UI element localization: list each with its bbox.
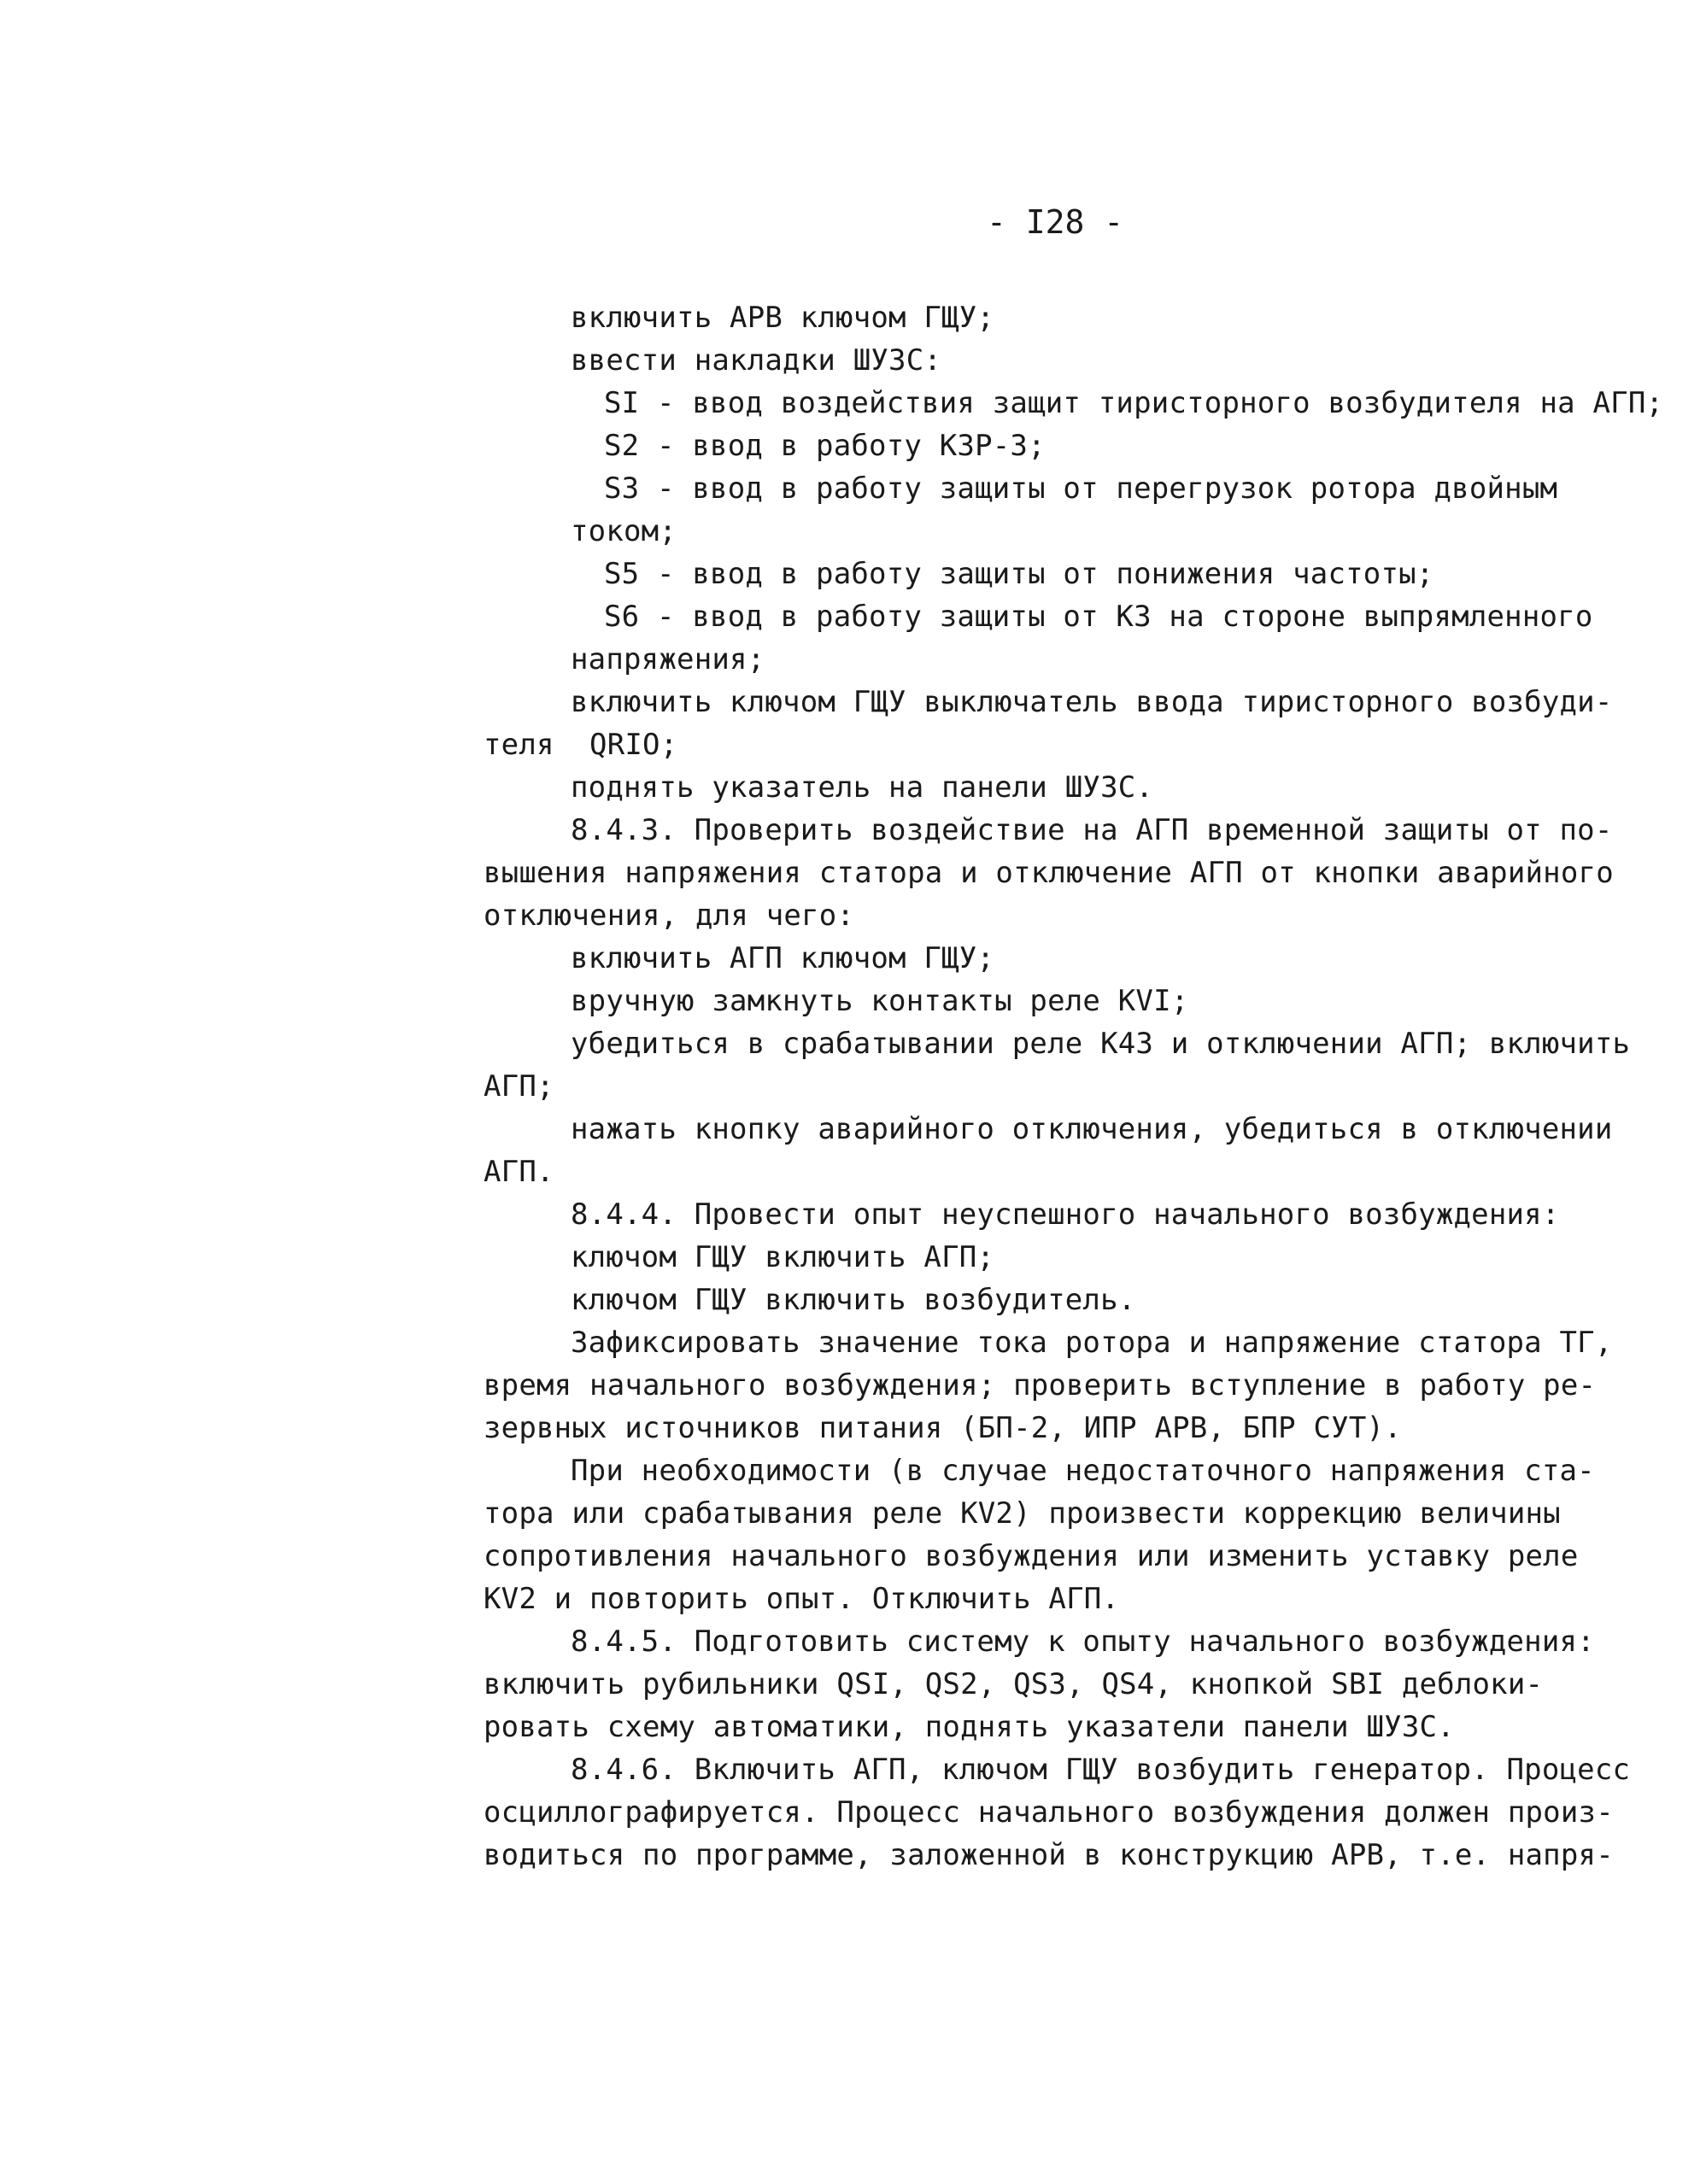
text-line: включить АГП ключом ГЩУ; — [571, 941, 995, 975]
text-line: ровать схему автоматики, поднять указатели панели ШУЗС. — [484, 1710, 1455, 1744]
text-line: АГП. — [484, 1155, 554, 1189]
text-line: водиться по программе, заложенной в конструкцию АРВ, т.е. напря- — [484, 1838, 1614, 1872]
text-line: тора или срабатывания реле KV2) произвести коррекцию величины — [484, 1496, 1561, 1531]
text-line: током; — [571, 514, 677, 548]
text-line: KV2 и повторить опыт. Отключить АГП. — [484, 1582, 1120, 1616]
text-line: 8.4.6. Включить АГП, ключом ГЩУ возбудить генератор. Процесс — [571, 1753, 1631, 1787]
text-line: напряжения; — [571, 642, 765, 676]
text-line: осциллографируется. Процесс начального возбуждения должен произ- — [484, 1795, 1614, 1830]
text-line: сопротивления начального возбуждения или изменить уставку реле — [484, 1539, 1579, 1573]
text-line: 8.4.5. Подготовить систему к опыту начального возбуждения: — [571, 1625, 1595, 1659]
text-line: отключения, для чего: — [484, 899, 855, 933]
text-line: 8.4.3. Проверить воздействие на АГП временной защиты от по- — [571, 813, 1613, 847]
text-line: вручную замкнуть контакты реле KVI; — [571, 984, 1189, 1018]
text-line: убедиться в срабатывании реле К43 и отключении АГП; включить — [571, 1027, 1631, 1061]
text-line: нажать кнопку аварийного отключения, убедиться в отключении — [571, 1112, 1613, 1146]
text-line: ключом ГЩУ включить АГП; — [571, 1240, 995, 1274]
text-line: Зафиксировать значение тока ротора и напряжение статора ТГ, — [571, 1326, 1613, 1360]
text-line: зервных источников питания (БП-2, ИПР АРВ, БПР СУТ). — [484, 1411, 1402, 1445]
text-line: S5 - ввод в работу защиты от понижения частоты; — [604, 557, 1434, 591]
page-number: - I28 - — [987, 203, 1124, 241]
text-line: АГП; — [484, 1069, 554, 1104]
text-line: включить АРВ ключом ГЩУ; — [571, 301, 995, 335]
text-line: время начального возбуждения; проверить вступление в работу ре- — [484, 1368, 1597, 1402]
text-line: вышения напряжения статора и отключение АГП от кнопки аварийного — [484, 856, 1614, 890]
text-line: 8.4.4. Провести опыт неуспешного начального возбуждения: — [571, 1197, 1560, 1232]
text-line: включить ключом ГЩУ выключатель ввода тиристорного возбуди- — [571, 685, 1613, 719]
text-line: SI - ввод воздействия защит тиристорного возбудителя на АГП; — [604, 386, 1664, 420]
text-line: поднять указатель на панели ШУЗС. — [571, 770, 1154, 805]
text-line: теля QRIO; — [484, 728, 678, 762]
text-line: S3 - ввод в работу защиты от перегрузок ротора двойным — [604, 471, 1558, 506]
text-line: ввести накладки ШУЗС: — [571, 343, 942, 378]
text-line: включить рубильники QSI, QS2, QS3, QS4, кнопкой SBI деблоки- — [484, 1667, 1544, 1701]
text-line: При необходимости (в случае недостаточного напряжения ста- — [571, 1454, 1595, 1488]
text-line: S2 - ввод в работу КЗР-3; — [604, 429, 1046, 463]
text-line: ключом ГЩУ включить возбудитель. — [571, 1283, 1136, 1317]
text-line: S6 - ввод в работу защиты от КЗ на стороне выпрямленного — [604, 600, 1593, 634]
